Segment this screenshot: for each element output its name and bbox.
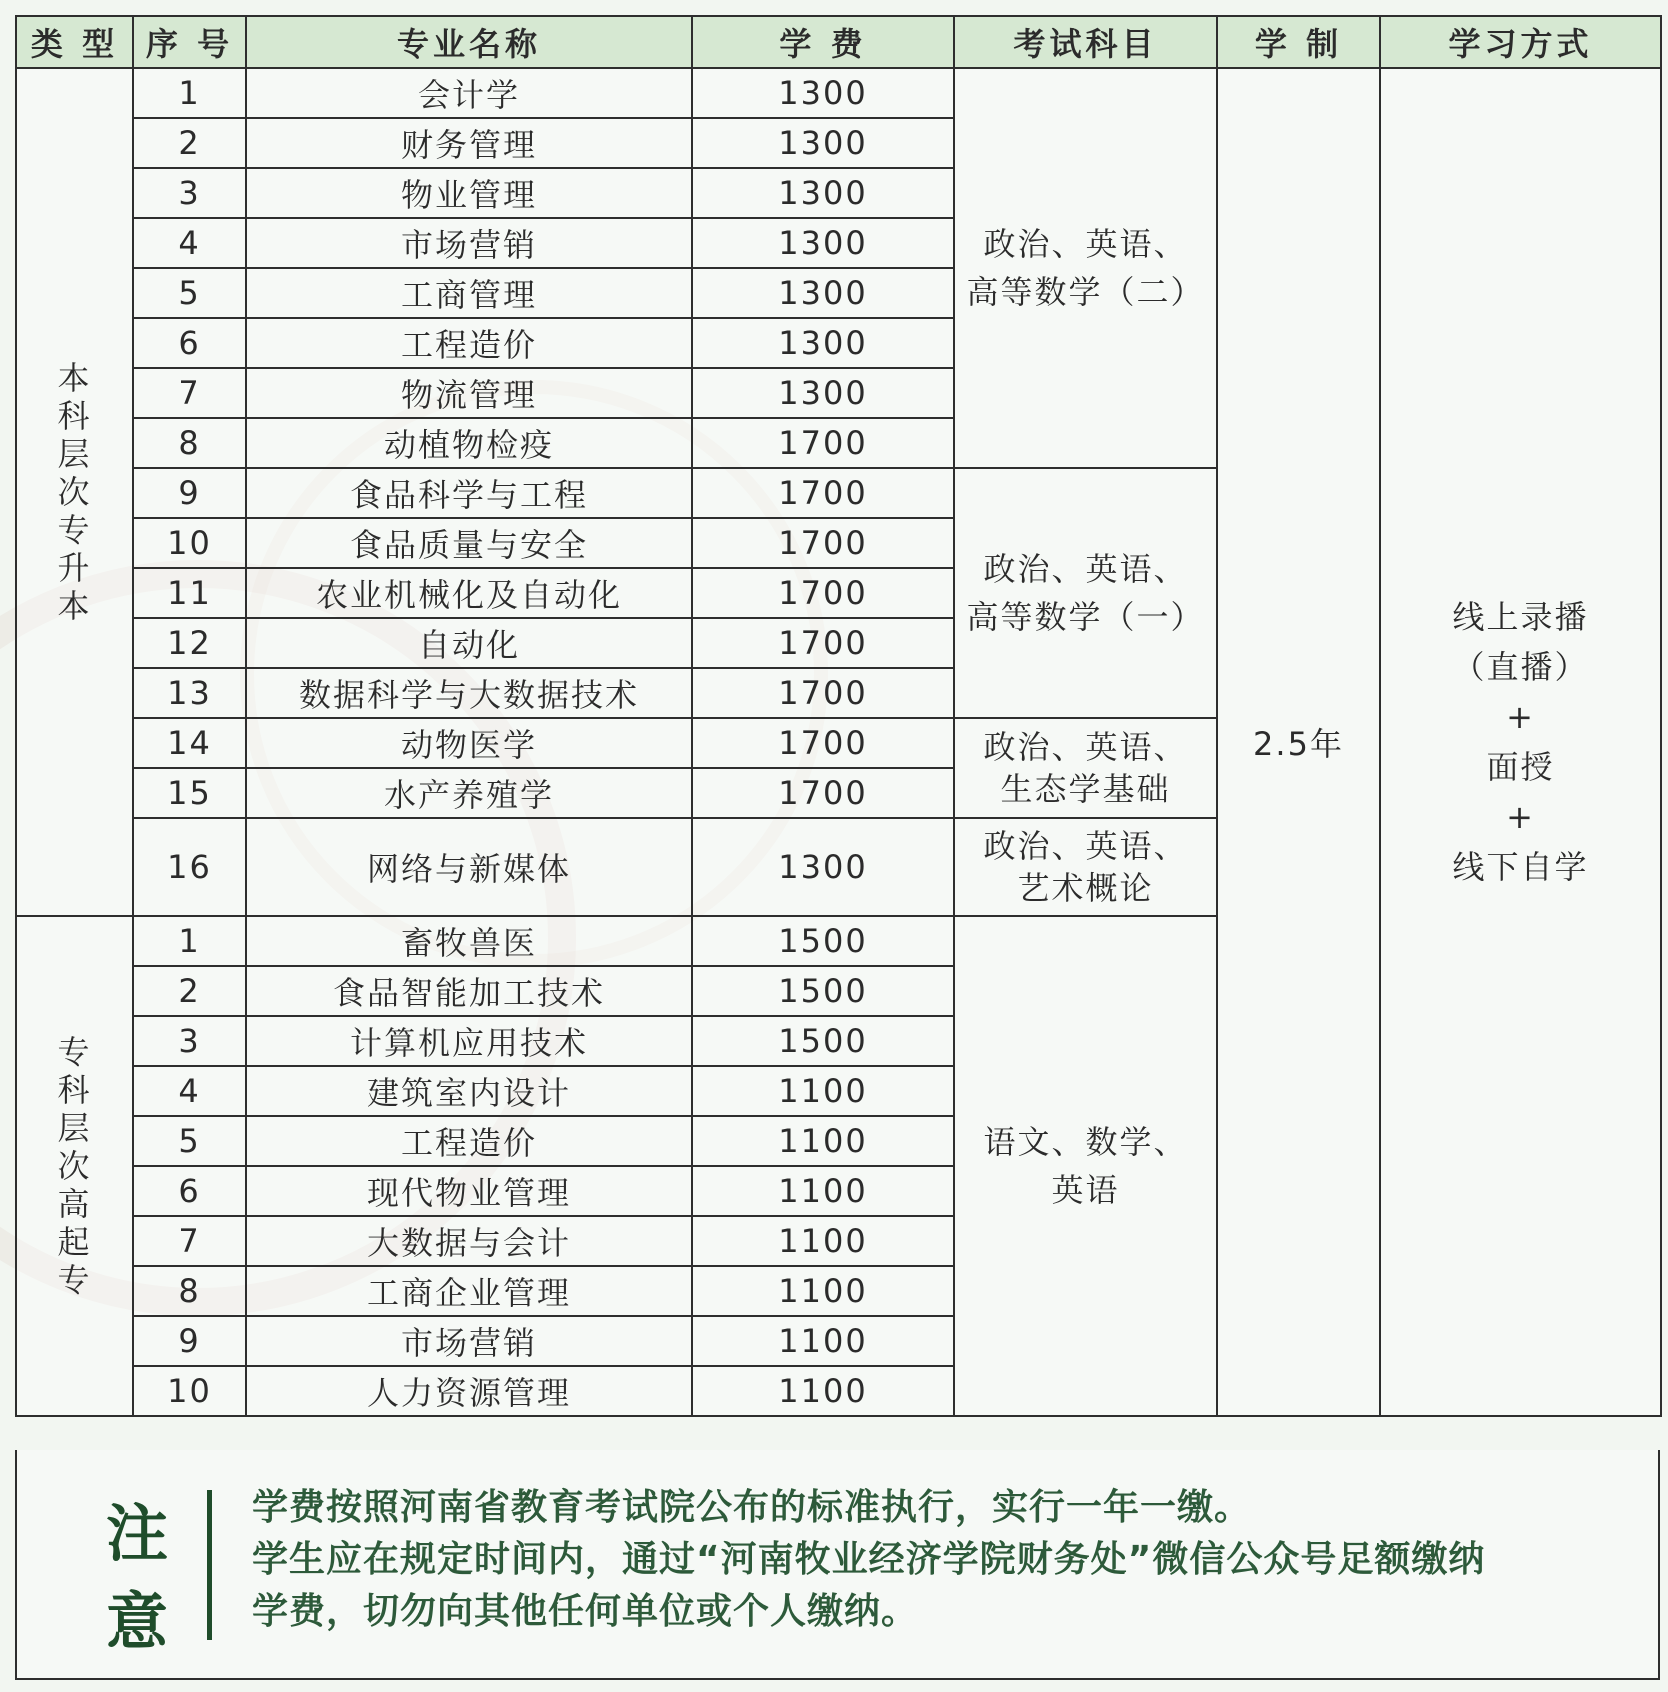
exam-subjects-line: 政治、英语、 [983, 728, 1188, 766]
tuition-fee: 1300 [692, 168, 954, 218]
major-name: 数据科学与大数据技术 [246, 668, 692, 718]
tuition-fee: 1700 [692, 418, 954, 468]
tuition-fee: 1500 [692, 966, 954, 1016]
tuition-fee: 1100 [692, 1166, 954, 1216]
major-name: 市场营销 [246, 218, 692, 268]
row-number: 16 [133, 818, 246, 916]
major-name: 大数据与会计 [246, 1216, 692, 1266]
tuition-fee: 1700 [692, 668, 954, 718]
notice-label-char: 注 [105, 1497, 168, 1570]
notice-label-char: 意 [105, 1585, 168, 1658]
row-number: 6 [133, 318, 246, 368]
study-method-line: 线上录播 [1452, 598, 1589, 636]
major-name: 网络与新媒体 [246, 818, 692, 916]
row-number: 13 [133, 668, 246, 718]
table-row [16, 68, 1661, 118]
tuition-fee: 1300 [692, 818, 954, 916]
table-header-row [16, 16, 1661, 68]
row-number: 4 [133, 218, 246, 268]
notice-label [97, 1490, 177, 1666]
row-number: 10 [133, 518, 246, 568]
notice-line: 学费，切勿向其他任何单位或个人缴纳。 [252, 1591, 919, 1632]
major-name: 工程造价 [246, 1116, 692, 1166]
tuition-fee: 1700 [692, 518, 954, 568]
row-number: 7 [133, 368, 246, 418]
tuition-fee: 1300 [692, 68, 954, 118]
table-body [16, 68, 1661, 1416]
notice-box [15, 1450, 1660, 1680]
tuition-fee: 1300 [692, 268, 954, 318]
major-name: 水产养殖学 [246, 768, 692, 818]
major-name: 现代物业管理 [246, 1166, 692, 1216]
category-bachelor [16, 68, 133, 916]
major-name: 食品科学与工程 [246, 468, 692, 518]
exam-subjects-line: 高等数学（二） [966, 273, 1205, 311]
exam-subjects-line: 艺术概论 [1017, 869, 1154, 907]
row-number: 10 [133, 1366, 246, 1416]
row-number: 8 [133, 1266, 246, 1316]
tuition-fee: 1300 [692, 218, 954, 268]
exam-subjects-line: 生态学基础 [1000, 770, 1171, 808]
row-number: 12 [133, 618, 246, 668]
exam-subjects-line: 政治、英语、 [983, 550, 1188, 588]
row-number: 4 [133, 1066, 246, 1116]
tuition-fee: 1700 [692, 618, 954, 668]
tuition-fee: 1100 [692, 1366, 954, 1416]
tuition-fee: 1700 [692, 768, 954, 818]
row-number: 5 [133, 268, 246, 318]
tuition-fee: 1300 [692, 118, 954, 168]
header-fee: 学 费 [692, 16, 954, 68]
major-name: 畜牧兽医 [246, 916, 692, 966]
major-name: 食品质量与安全 [246, 518, 692, 568]
major-name: 物业管理 [246, 168, 692, 218]
tuition-fee: 1700 [692, 718, 954, 768]
tuition-fee: 1100 [692, 1216, 954, 1266]
header-type: 类 型 [16, 16, 133, 68]
major-name: 自动化 [246, 618, 692, 668]
exam-subjects-cell [954, 68, 1217, 468]
row-number: 3 [133, 1016, 246, 1066]
exam-subjects-cell [954, 916, 1217, 1416]
row-number: 9 [133, 1316, 246, 1366]
header-seq: 序 号 [133, 16, 246, 68]
row-number: 2 [133, 966, 246, 1016]
tuition-fee: 1700 [692, 568, 954, 618]
major-name: 工程造价 [246, 318, 692, 368]
row-number: 1 [133, 68, 246, 118]
row-number: 6 [133, 1166, 246, 1216]
notice-divider [207, 1490, 212, 1640]
fee-table [15, 15, 1662, 1417]
category-label: 本科层次专升本 [57, 359, 92, 625]
major-name: 工商管理 [246, 268, 692, 318]
major-name: 建筑室内设计 [246, 1066, 692, 1116]
row-number: 9 [133, 468, 246, 518]
tuition-fee: 1100 [692, 1066, 954, 1116]
tuition-fee: 1500 [692, 916, 954, 966]
row-number: 2 [133, 118, 246, 168]
major-name: 农业机械化及自动化 [246, 568, 692, 618]
row-number: 1 [133, 916, 246, 966]
row-number: 3 [133, 168, 246, 218]
exam-subjects-line: 政治、英语、 [983, 225, 1188, 263]
exam-subjects-cell [954, 468, 1217, 718]
notice-line: 学生应在规定时间内，通过“河南牧业经济学院财务处”微信公众号足额缴纳 [252, 1539, 1486, 1580]
row-number: 5 [133, 1116, 246, 1166]
study-method-line: （直播） [1452, 648, 1589, 686]
duration-cell: 2.5年 [1217, 68, 1380, 1416]
major-name: 动植物检疫 [246, 418, 692, 468]
notice-text [252, 1482, 1618, 1638]
category-associate [16, 916, 133, 1416]
exam-subjects-line: 政治、英语、 [983, 827, 1188, 865]
major-name: 物流管理 [246, 368, 692, 418]
exam-subjects-line: 英语 [1051, 1171, 1120, 1209]
major-name: 市场营销 [246, 1316, 692, 1366]
row-number: 14 [133, 718, 246, 768]
header-method: 学习方式 [1380, 16, 1661, 68]
major-name: 计算机应用技术 [246, 1016, 692, 1066]
tuition-fee: 1700 [692, 468, 954, 518]
exam-subjects-cell [954, 818, 1217, 916]
tuition-fee: 1500 [692, 1016, 954, 1066]
major-name: 食品智能加工技术 [246, 966, 692, 1016]
notice-line: 学费按照河南省教育考试院公布的标准执行，实行一年一缴。 [252, 1487, 1252, 1528]
tuition-fee: 1100 [692, 1316, 954, 1366]
major-name: 人力资源管理 [246, 1366, 692, 1416]
study-method-line: + [1506, 698, 1535, 736]
header-subjects: 考试科目 [954, 16, 1217, 68]
header-major: 专业名称 [246, 16, 692, 68]
major-name: 动物医学 [246, 718, 692, 768]
exam-subjects-cell [954, 718, 1217, 818]
exam-subjects-line: 语文、数学、 [983, 1123, 1188, 1161]
study-method-line: 线下自学 [1452, 848, 1589, 886]
tuition-fee: 1300 [692, 318, 954, 368]
row-number: 7 [133, 1216, 246, 1266]
tuition-fee: 1100 [692, 1266, 954, 1316]
exam-subjects-line: 高等数学（一） [966, 598, 1205, 636]
major-name: 财务管理 [246, 118, 692, 168]
study-method-line: + [1506, 798, 1535, 836]
tuition-fee: 1100 [692, 1116, 954, 1166]
row-number: 8 [133, 418, 246, 468]
row-number: 15 [133, 768, 246, 818]
major-name: 会计学 [246, 68, 692, 118]
major-name: 工商企业管理 [246, 1266, 692, 1316]
category-label: 专科层次高起专 [57, 1033, 92, 1299]
study-method-cell [1380, 68, 1661, 1416]
tuition-fee: 1300 [692, 368, 954, 418]
header-duration: 学 制 [1217, 16, 1380, 68]
study-method-line: 面授 [1486, 748, 1555, 786]
row-number: 11 [133, 568, 246, 618]
